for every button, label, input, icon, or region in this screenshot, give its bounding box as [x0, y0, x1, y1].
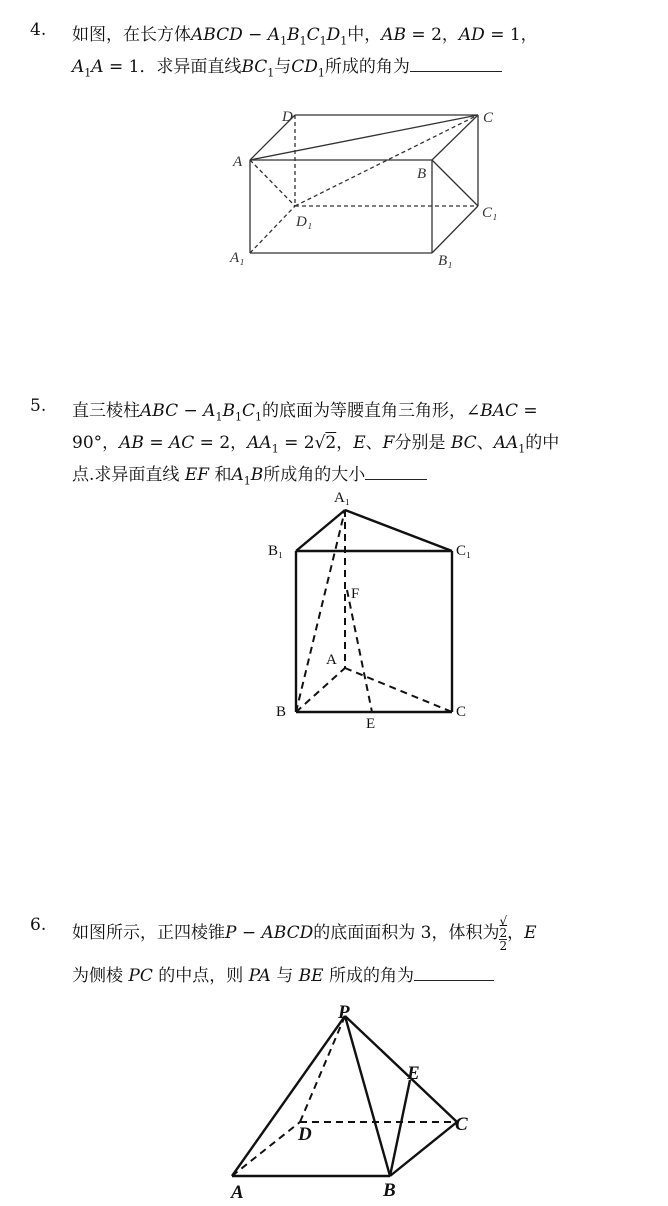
q4-label-B: B: [417, 166, 427, 182]
q5-label-B: B: [276, 704, 287, 720]
q6-pyramid-figure: [232, 1016, 457, 1176]
q5-text-line1: 直三棱柱ABC − $A_1B_1C_1$的底面为等腰直角三角形，∠BAC =: [72, 401, 538, 424]
q5-label-E: E: [366, 716, 376, 732]
q5-label-A: A: [326, 652, 337, 668]
q5-prism-figure: [296, 510, 452, 712]
q4-label-A1: A₁: [230, 250, 245, 266]
q6-label-C: C: [455, 1114, 468, 1135]
q5-label-C1: C₁: [456, 543, 472, 559]
q4-label-C1: C₁: [482, 205, 498, 221]
q6-number: 6.: [30, 915, 47, 935]
q5-number: 5.: [30, 396, 47, 416]
q6-label-D: D: [298, 1124, 312, 1145]
q6-text-line1: 如图所示，正四棱锥P − ABCD的底面面积为 3，体积为 √ 2 2 ，E: [72, 914, 537, 953]
q4-label-C: C: [483, 110, 494, 126]
q4-number: 4.: [30, 20, 47, 40]
q4-text-line2: $A_1A = 1$．求异面直线$BC_1$与$CD_1$所成的角为: [72, 52, 502, 79]
q4-cuboid-figure: [250, 115, 478, 253]
q4-label-D: D: [282, 109, 293, 125]
q5-text-line3: 点.求异面直线 EF 和$A_1B$所成角的大小: [72, 460, 427, 487]
q4-label-A: A: [233, 154, 243, 170]
q6-volume-fraction: √ 2 2: [499, 914, 508, 953]
q6-label-A: A: [231, 1182, 244, 1203]
q4-label-B1: B₁: [438, 253, 453, 269]
q6-label-P: P: [338, 1002, 350, 1023]
q4-text-line1: 如图，在长方体ABCD − $A_1B_1C_1D_1$中，AB = 2，AD = 1，: [72, 25, 538, 48]
q5-label-C: C: [456, 704, 467, 720]
q6-label-B: B: [383, 1180, 396, 1201]
q5-label-A1: A₁: [334, 490, 351, 506]
q6-label-E: E: [407, 1063, 420, 1084]
q5-label-B1: B₁: [268, 543, 284, 559]
q6-text-line2: 为侧棱 PC 的中点，则 PA 与 BE 所成的角为: [72, 961, 494, 986]
q4-label-D1: D₁: [296, 214, 313, 230]
q5-answer-blank[interactable]: [365, 465, 427, 480]
q5-label-F: F: [351, 586, 360, 602]
q5-text-line2: 90°，AB = AC = 2，$AA_1 = 2√2$，E、F分别是 BC、$AA_1$的中: [72, 433, 560, 456]
q6-answer-blank[interactable]: [414, 966, 494, 981]
